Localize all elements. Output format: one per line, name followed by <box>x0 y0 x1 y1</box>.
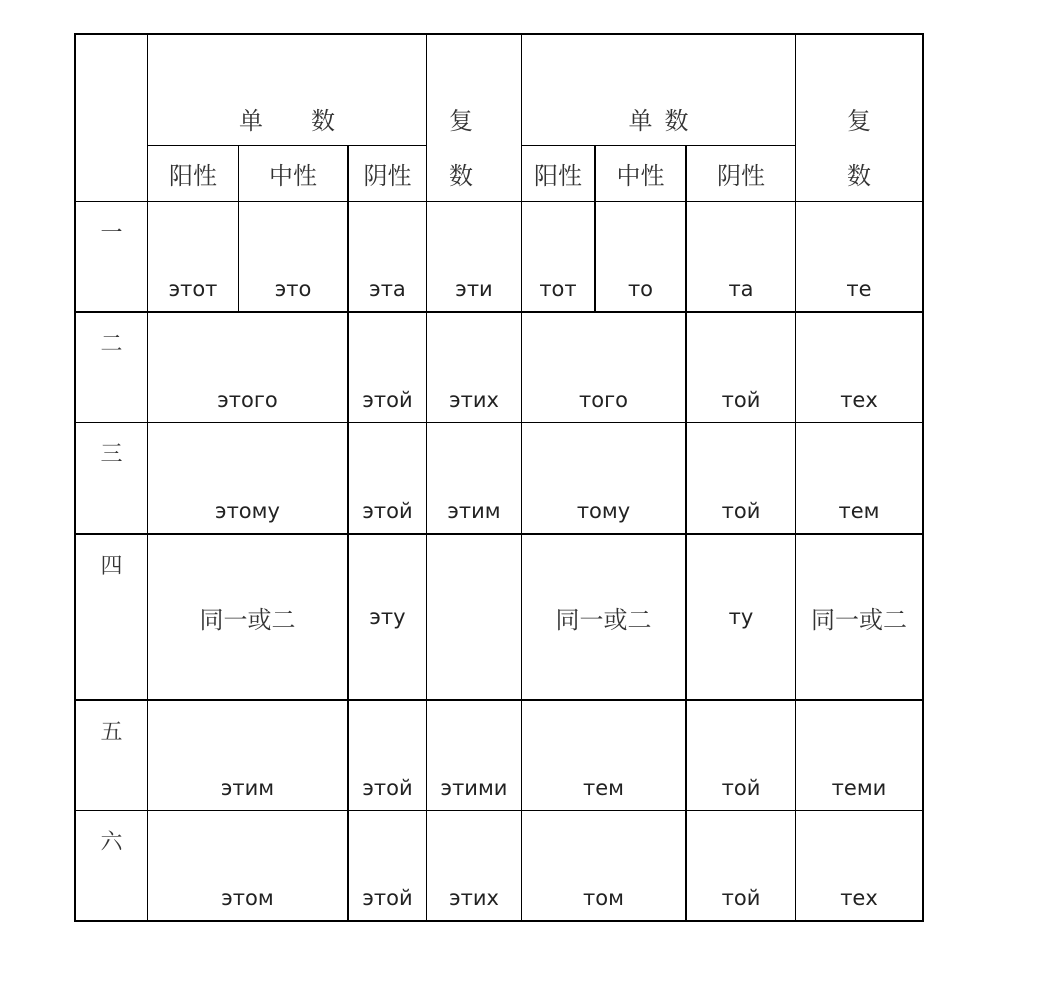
cell-right-feminine: та <box>728 277 754 301</box>
cell-right-masc-neuter: тем <box>583 776 624 800</box>
cell-left-plural: этими <box>440 776 508 800</box>
cell-left-feminine: этой <box>362 776 413 800</box>
header-right-feminine: 阴性 <box>717 162 765 190</box>
case-label: 六 <box>100 830 123 855</box>
cell-left-masc-neuter: 同一或二 <box>199 605 296 634</box>
case-label: 二 <box>100 332 123 357</box>
cell-right-plural: 同一或二 <box>811 605 907 634</box>
cell-left-plural: этим <box>447 499 501 523</box>
header-left-plural-top: 复 <box>449 106 473 135</box>
case-label: 五 <box>100 720 123 745</box>
header-right-plural-bottom: 数 <box>847 162 871 190</box>
case-label: 三 <box>100 442 123 467</box>
cell-right-masc-neuter: том <box>583 886 624 910</box>
header-right-plural-top: 复 <box>847 106 871 135</box>
header-left-neuter: 中性 <box>269 162 317 190</box>
cell-left-feminine: этой <box>362 886 413 910</box>
cell-right-feminine: той <box>721 776 761 800</box>
cell-left-plural: этих <box>449 388 499 412</box>
cell-right-plural: тем <box>838 499 880 523</box>
cell-left-plural <box>427 535 521 699</box>
cell-left-neuter: это <box>274 277 312 301</box>
cell-right-feminine: той <box>721 388 761 412</box>
header-left-feminine: 阴性 <box>363 162 412 190</box>
cell-left-feminine: этой <box>362 388 413 412</box>
cell-right-neuter: то <box>627 277 654 301</box>
cell-left-masc-neuter: этому <box>215 499 280 523</box>
cell-left-masc-neuter: этим <box>220 776 275 800</box>
cell-right-feminine: той <box>721 499 761 523</box>
cell-left-masc-neuter: этого <box>217 388 278 412</box>
header-left-singular: 单 数 <box>239 106 347 135</box>
cell-right-feminine: ту <box>728 605 754 629</box>
cell-left-plural: эти <box>455 277 493 301</box>
case-label: 一 <box>100 221 123 246</box>
cell-right-feminine: той <box>721 886 761 910</box>
header-right-masculine: 阳性 <box>534 162 582 190</box>
header-left-masculine: 阳性 <box>169 162 217 190</box>
border-bottom <box>74 920 924 922</box>
cell-left-masc-neuter: этом <box>221 886 274 910</box>
cell-right-masc-neuter: тому <box>576 499 631 523</box>
cell-right-masc-neuter: того <box>579 388 628 412</box>
border-right <box>922 33 924 922</box>
header-left-plural-bottom: 数 <box>449 162 473 190</box>
header-right-neuter: 中性 <box>616 162 665 190</box>
cell-left-plural: этих <box>449 886 499 910</box>
cell-right-masc-neuter: 同一或二 <box>555 605 652 634</box>
cell-right-plural: тех <box>840 886 878 910</box>
cell-right-masculine: тот <box>539 277 577 301</box>
case-label: 四 <box>100 554 123 579</box>
cell-left-masculine: этот <box>168 277 218 301</box>
cell-right-plural: теми <box>831 776 887 800</box>
border-top <box>74 33 924 35</box>
cell-right-plural: те <box>846 277 872 301</box>
cell-right-plural: тех <box>840 388 878 412</box>
header-right-singular: 单数 <box>628 106 701 135</box>
cell-left-feminine: эта <box>369 277 406 301</box>
cell-left-feminine: эту <box>369 605 406 629</box>
cell-left-feminine: этой <box>362 499 413 523</box>
